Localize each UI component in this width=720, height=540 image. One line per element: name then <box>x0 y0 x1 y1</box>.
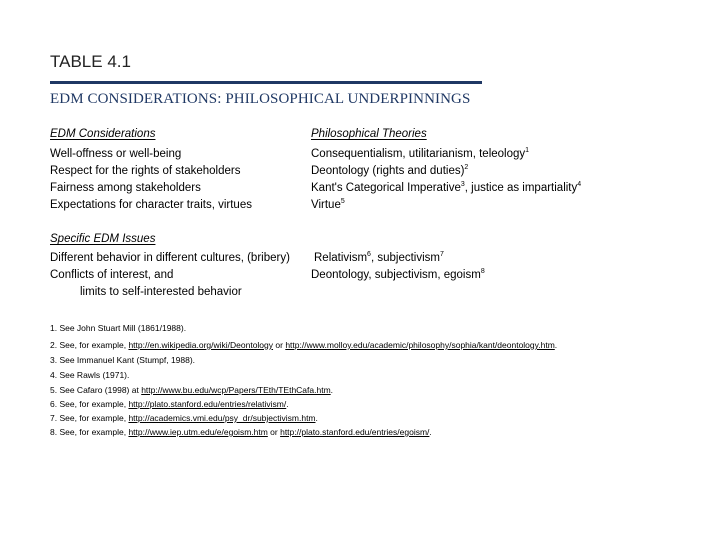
theory-row: Consequentialism, utilitarianism, teleology$^1$ <box>311 147 530 160</box>
edm-considerations-heading: EDM Considerations <box>50 128 156 140</box>
title-rule <box>50 81 482 84</box>
footnote-link[interactable]: http://academics.vmi.edu/psy_dr/subjectivism.htm <box>128 413 316 423</box>
table-title: EDM CONSIDERATIONS: PHILOSOPHICAL UNDERPINNINGS <box>50 91 471 107</box>
footnote: 4. See Rawls (1971). <box>50 370 130 380</box>
footnote-link[interactable]: http://plato.stanford.edu/entries/egoism/ <box>280 427 430 437</box>
footnote: 6. See, for example, http://plato.stanford.edu/entries/relativism/. <box>50 399 289 409</box>
issue-theory-row: Relativism$^6$, subjectivism$^7$ <box>314 251 444 264</box>
consideration-row: Fairness among stakeholders <box>50 182 201 194</box>
issue-row: Different behavior in different cultures, (bribery) <box>50 252 290 264</box>
footnote-link[interactable]: http://www.bu.edu/wcp/Papers/TEth/TEthCafa.htm <box>141 385 331 395</box>
theory-row: Deontology (rights and duties)$^2$ <box>311 164 469 177</box>
footnote: 3. See Immanuel Kant (Stumpf, 1988). <box>50 355 196 365</box>
issue-theory-row: Deontology, subjectivism, egoism$^8$ <box>311 268 485 281</box>
footnote-link[interactable]: http://www.molloy.edu/academic/philosophy/sophia/kant/deontology.htm <box>285 340 555 350</box>
issue-row-continuation: limits to self-interested behavior <box>80 286 242 298</box>
issue-row: Conflicts of interest, and <box>50 269 174 281</box>
footnote-link[interactable]: http://en.wikipedia.org/wiki/Deontology <box>128 340 274 350</box>
theory-row: Virtue$^5$ <box>311 198 345 211</box>
footnote: 5. See Cafaro (1998) at http://www.bu.edu/wcp/Papers/TEth/TEthCafa.htm. <box>50 385 334 395</box>
table-number: TABLE 4.1 <box>50 52 131 71</box>
footnote: 1. See John Stuart Mill (1861/1988). <box>50 323 187 333</box>
footnote: 2. See, for example, http://en.wikipedia.org/wiki/Deontology or http://www.molloy.edu/academic/philosophy/sophia/kant/deontology.htm. <box>50 340 558 350</box>
footnote: 8. See, for example, http://www.iep.utm.edu/e/egoism.htm or http://plato.stanford.edu/entries/egoism/. <box>50 427 432 437</box>
theory-row: Kant's Categorical Imperative$^3$, justice as impartiality$^4$ <box>311 181 582 194</box>
specific-edm-issues-heading: Specific EDM Issues <box>50 233 156 245</box>
footnote: 7. See, for example, http://academics.vmi.edu/psy_dr/subjectivism.htm. <box>50 413 318 423</box>
consideration-row: Well-offness or well-being <box>50 148 182 160</box>
consideration-row: Respect for the rights of stakeholders <box>50 165 241 177</box>
footnote-link[interactable]: http://www.iep.utm.edu/e/egoism.htm <box>128 427 268 437</box>
footnote-link[interactable]: http://plato.stanford.edu/entries/relativism/ <box>128 399 287 409</box>
consideration-row: Expectations for character traits, virtues <box>50 199 252 211</box>
philosophical-theories-heading: Philosophical Theories <box>311 128 427 140</box>
